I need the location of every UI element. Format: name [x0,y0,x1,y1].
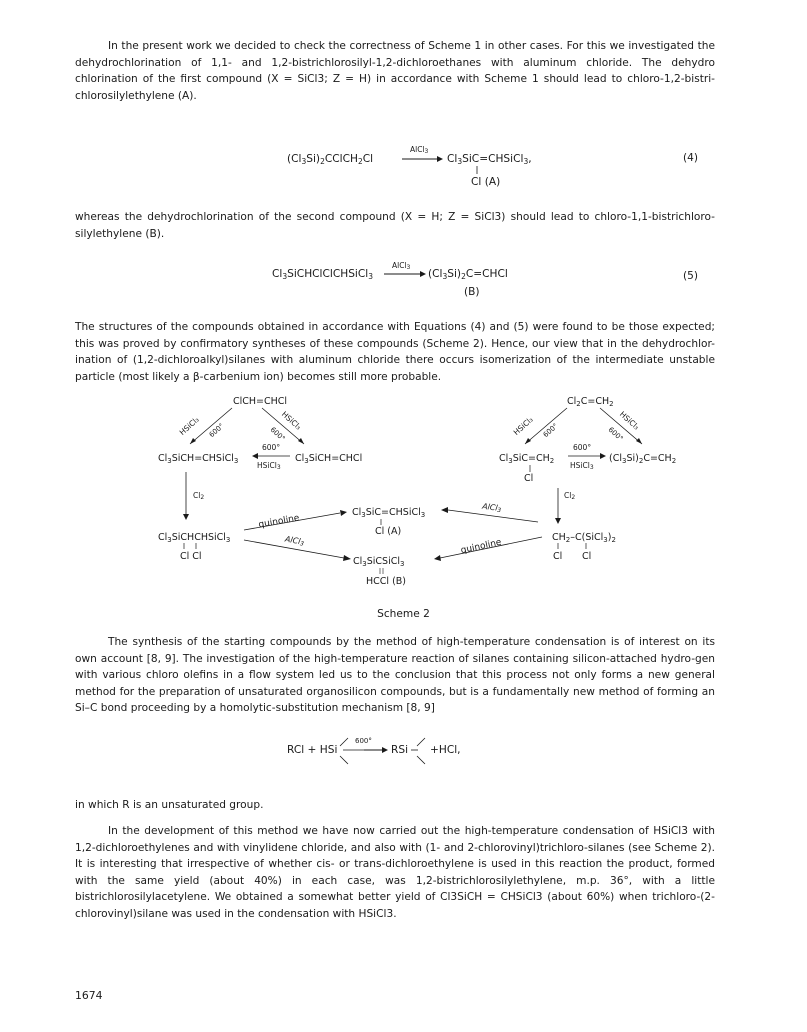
scheme-2-diagram [0,392,807,592]
paragraph-r-group: in which R is an unsaturated group. [75,799,264,811]
scheme-caption: Scheme 2 [377,608,430,620]
equation-4 [0,138,807,194]
svg-text:HSiCl₃: HSiCl₃ [279,409,303,432]
paragraph-second-compound: whereas the dehydrochlorination of the second compound (X = H; Z = SiCl3) should lead to chloro-1,1-bistrichloro-silylethylene (B). [75,211,715,240]
svg-text:600°: 600° [606,425,625,443]
eq5-number: (5) [683,270,699,282]
svg-text:600°: 600° [268,425,287,443]
equation-6 [0,726,807,772]
scheme-center-b-sub: HCCl (B) [366,576,406,587]
scheme-bot-left-sub: Cl Cl [180,551,202,562]
eq6-product: RSi [391,744,409,756]
scheme-bot-right: $CH_2-C(SiCl_3)_2$ [552,532,616,544]
scheme-top-left: ClCH=CHCl [233,396,288,407]
eq6-condition: 600° [355,737,372,745]
scheme-center-a: $Cl_3SiC=CHSiCl_3$ [352,507,426,519]
svg-text:600°: 600° [541,421,560,440]
scheme-cl2-right: Cl2 [564,491,576,501]
eq5-reactant: Cl3SiCHClClCHSiCl3 [272,268,373,281]
scheme-center-b: $Cl_3SiCSiCl_3$ [353,556,405,568]
paragraph-synthesis: The synthesis of the starting compounds by the method of high-temperature condensation is of interest on its own account [8, 9]. The investigation of the high-temperature reaction of silanes containing silicon-attached hydro-gen with various chloro olefins in a flow system led us to the conclusion that this process not only forms a new general method for the preparation of unsaturated organosilicon compounds, but is a fundamentally new method of forming an Si–C bond proceeding by a homolytic-substitution mechanism [8, 9] [75,636,715,715]
scheme-temp-right: 600° [573,443,592,452]
scheme-top-right: $Cl_2C=CH_2$ [567,396,614,408]
scheme-mid-right-a-sub: Cl [524,473,534,484]
scheme-hsicl3-left: HSiCl3 [257,461,281,471]
eq5-reagent: AlCl3 [392,261,411,271]
eq4-product: Cl3SiC=CHSiCl3, [447,153,532,166]
scheme-mid-left-b: $Cl_3SiCH=CHCl$ [295,453,363,465]
svg-text:HSiCl₃: HSiCl₃ [617,409,641,432]
page-number: 1674 [75,989,103,1002]
scheme-alcl3-left: AlCl3 [284,534,305,548]
paragraph-development: In the development of this method we have now carried out the high-temperature condensation of HSiCl3 with 1,2-dichloroethylenes and with vinylidene chloride, and also with (1- and 2-chlorovinyl)trichloro-silanes (see Scheme 2). It is interesting that irrespective of whether cis- or trans-dichloroethylene is used in this reaction the product, formed with the same yield (about 40%) in each case, was 1,2-bistrichlorosilylethylene, m.p. 36°, with a little bistrichlorosilylacetylene. We obtained a somewhat better yield of Cl3SiCH = CHSiCl3 (about 60%) when trichloro-(2-chlorovinyl)silane was used in the condensation with HSiCl3. [75,825,715,920]
svg-text:600°: 600° [207,421,226,440]
eq6-byproduct: +HCl, [430,744,461,756]
scheme-mid-left-a: $Cl_3SiCH=CHSiCl_3$ [158,453,239,465]
scheme-mid-right-b: $(Cl_3Si)_2C=CH_2$ [609,453,677,465]
paragraph-intro: In the present work we decided to check the correctness of Scheme 1 in other cases. For this we investigated the dehydrochlorination of 1,1- and 1,2-bistrichlorosilyl-1,2-dichloroethanes with aluminum chloride. The dehydro chlorination of the first compound (X = SiCl3; Z = H) in accordance with Scheme 1 should lead to chloro-1,2-bistri-chlorosilylethylene (A). [75,40,715,102]
scheme-center-a-sub: Cl (A) [375,526,402,537]
scheme-mid-right-a: $Cl_3SiC=CH_2$ [499,453,555,465]
scheme-quinoline-right: quinoline [459,537,503,557]
eq4-number: (4) [683,152,699,164]
scheme-cl2-left: Cl2 [193,491,205,501]
scheme-hsicl3-right: HSiCl3 [570,461,594,471]
scheme-quinoline-left: quinoline [257,513,301,531]
scheme-bot-right-sub: Cl [553,551,563,562]
eq4-reactant: (Cl3Si)2CClCH2Cl [287,153,374,166]
scheme-temp-left: 600° [262,443,281,452]
scheme-alcl3-right: AlCl3 [481,501,502,515]
eq6-reactant: RCl + HSi [287,744,338,756]
svg-text:HSiCl₃: HSiCl₃ [177,415,201,438]
eq5-sublabel: (B) [464,286,480,298]
eq4-reagent: AlCl3 [410,145,429,155]
svg-text:HSiCl₃: HSiCl₃ [511,415,535,438]
scheme-bot-left: $Cl_3SiCHCHSiCl_3$ [158,532,231,544]
paragraph-structures: The structures of the compounds obtained in accordance with Equations (4) and (5) were found to be those expected; this was proved by confirmatory syntheses of these compounds (Scheme 2). Hence, our view that in the dehydrochlor-ination of (1,2-dichloroalkyl)silanes with aluminum chloride there occurs isomerization of the intermediate unstable particle (most likely a β-carbenium ion) becomes still more probable. [75,321,715,383]
svg-text:Cl: Cl [582,551,592,562]
eq5-product: (Cl3Si)2C=CHCl [428,268,508,281]
eq4-sublabel: Cl (A) [471,176,501,188]
